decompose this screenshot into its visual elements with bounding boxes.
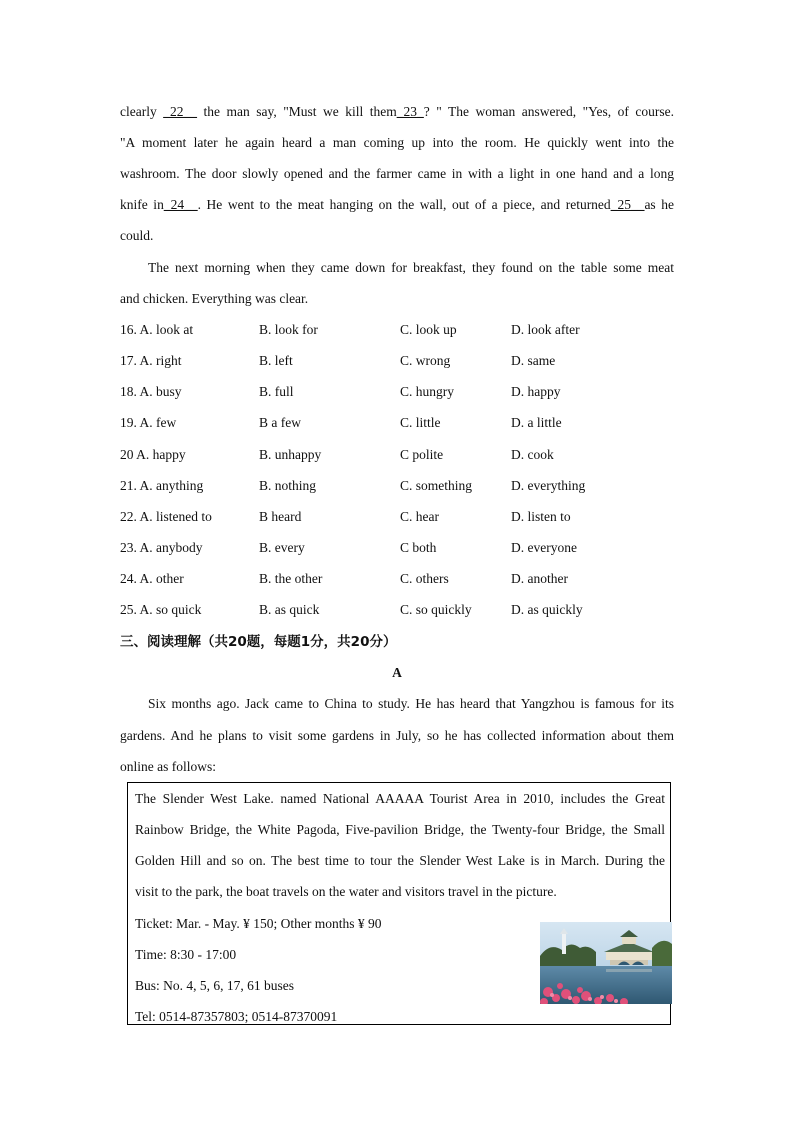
option-d: D. listen to [511,509,571,524]
option-a: 17. A. right [120,353,182,368]
passage-label-a: A [392,665,402,680]
question-row [120,570,674,588]
option-a: 24. A. other [120,571,184,586]
option-b: B. as quick [259,602,320,617]
passage-para2-line-1: The next morning when they came down for breakfast, they found on the table some meat [148,260,674,275]
option-a: 25. A. so quick [120,602,202,617]
option-d: D. another [511,571,568,586]
option-c: C. wrong [400,353,451,368]
option-d: D. a little [511,415,562,430]
question-row [120,321,674,339]
info-line-1: The Slender West Lake. named National AAAAA Tourist Area in 2010, includes the Great [135,791,665,806]
option-c: C. little [400,415,441,430]
option-b: B. left [259,353,293,368]
info-line-3: Golden Hill and so on. The best time to tour the Slender West Lake is in March. During the [135,853,665,868]
option-b: B heard [259,509,302,524]
option-c: C. hungry [400,384,454,399]
option-c: C. hear [400,509,439,524]
question-row [120,383,674,401]
passage-para2-line-2: and chicken. Everything was clear. [120,291,309,306]
time-info: Time: 8:30 - 17:00 [135,947,237,962]
option-c: C both [400,540,437,555]
lake-photo-image [540,922,672,1004]
option-c: C. so quickly [400,602,472,617]
tel-info: Tel: 0514-87357803; 0514-87370091 [135,1009,338,1024]
passage-line-3: washroom. The door slowly opened and the farmer came in with a light in one hand and a long [120,166,674,181]
option-d: D. cook [511,447,554,462]
option-d: D. everyone [511,540,577,555]
bus-info: Bus: No. 4, 5, 6, 17, 61 buses [135,978,295,993]
option-d: D. everything [511,478,586,493]
info-line-4: visit to the park, the boat travels on the water and visitors travel in the picture. [135,884,557,899]
option-c: C. something [400,478,473,493]
intro-line-3: online as follows: [120,759,216,774]
passage-line-2: "A moment later he again heard a man coming up into the room. He quickly went into the [120,135,674,150]
option-d: D. happy [511,384,561,399]
blank-25: _25__ [610,197,645,212]
blank-23: _23_ [396,104,424,119]
option-c: C. others [400,571,449,586]
option-a: 23. A. anybody [120,540,203,555]
intro-line-2: gardens. And he plans to visit some gardens in July, so he has collected information about them [120,728,674,743]
info-line-2: Rainbow Bridge, the White Pagoda, Five-pavilion Bridge, the Twenty-four Bridge, the Small [135,822,665,837]
option-b: B. full [259,384,294,399]
option-b: B. every [259,540,305,555]
option-d: D. same [511,353,556,368]
option-d: D. as quickly [511,602,583,617]
option-b: B. look for [259,322,318,337]
option-a: 22. A. listened to [120,509,212,524]
option-a: 16. A. look at [120,322,194,337]
option-a: 21. A. anything [120,478,204,493]
option-b: B. the other [259,571,323,586]
option-a: 18. A. busy [120,384,182,399]
option-b: B a few [259,415,301,430]
intro-line-1: Six months ago. Jack came to China to study. He has heard that Yangzhou is famous for its [148,696,674,711]
question-row [120,601,674,619]
option-b: B. unhappy [259,447,322,462]
option-c: C. look up [400,322,457,337]
blank-22: _22__ [163,104,197,119]
passage-line-5: could. [120,228,154,243]
question-row [120,414,674,432]
question-row [120,477,674,495]
section-heading: 三、阅读理解（共20题，每题1分，共20分） [120,634,397,650]
blank-24: _24__ [163,197,198,212]
ticket-info: Ticket: Mar. - May. ¥ 150; Other months ¥ 90 [135,916,382,931]
option-a: 20 A. happy [120,447,186,462]
question-row [120,446,674,464]
passage-line-4: knife in_24__. He went to the meat hanging on the wall, out of a piece, and returned_25__as he [120,197,674,212]
question-row [120,508,674,526]
question-row [120,539,674,557]
passage-line-1: clearly _22__ the man say, "Must we kill them_23_? " The woman answered, "Yes, of course. [120,104,674,119]
option-b: B. nothing [259,478,317,493]
option-a: 19. A. few [120,415,177,430]
question-row [120,352,674,370]
lake-photo [540,922,672,1004]
option-c: C polite [400,447,444,462]
option-d: D. look after [511,322,580,337]
